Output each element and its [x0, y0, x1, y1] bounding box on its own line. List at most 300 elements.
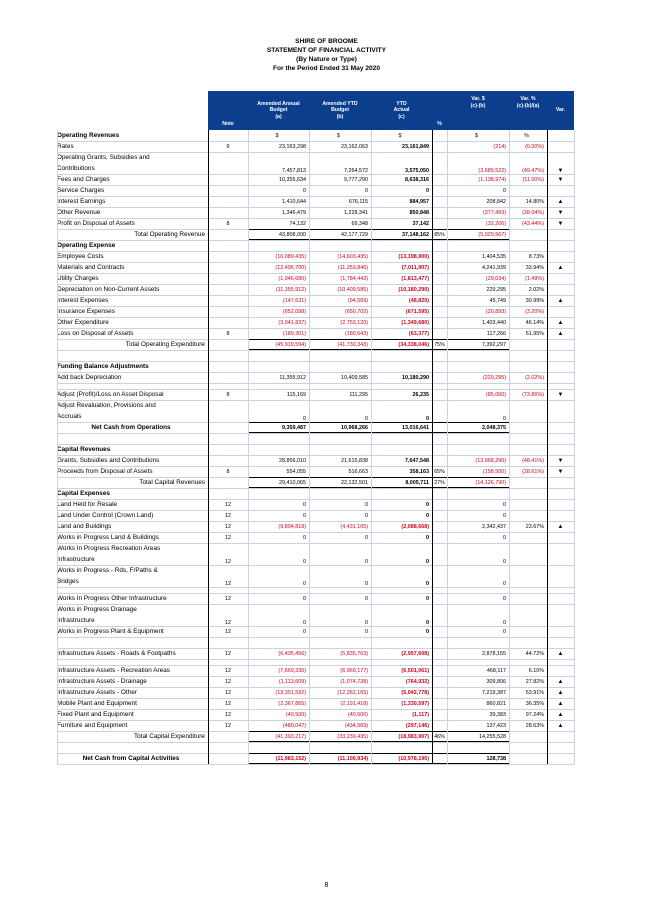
cell-v1: $ [475, 132, 478, 139]
row-label: Fees and Charges [57, 176, 110, 183]
cell-b2: 516,663 [348, 468, 368, 475]
cell-b2: (5,835,763) [340, 650, 368, 657]
cell-b3: (1,349,680) [401, 319, 429, 326]
cell-v1: 14,255,528 [447, 731, 509, 742]
row-label: Adjust (Profit)/Loss on Asset Disposal [57, 391, 164, 398]
cell-note: 8 [226, 468, 230, 475]
cell-b3: (671,595) [405, 308, 429, 315]
row-label: Employee Costs [57, 253, 104, 260]
cell-v2: 36.35% [525, 700, 544, 707]
table-row [0, 565, 653, 587]
up-arrow-icon: ▲ [557, 700, 564, 707]
cell-b2: (11,106,934) [309, 753, 371, 764]
up-arrow-icon: ▲ [557, 330, 564, 337]
cell-v1: 0 [503, 416, 506, 422]
table-row [0, 720, 653, 731]
cell-b2: (6,969,177) [340, 667, 368, 674]
total-row [0, 753, 653, 764]
row-divider [57, 764, 574, 765]
row-label-line2: Infrastructure [57, 556, 95, 563]
column-divider [371, 130, 372, 764]
cell-v2: 27.82% [525, 678, 544, 685]
cell-v1: 117,266 [486, 330, 506, 337]
row-label: Total Operating Revenue [134, 231, 205, 238]
cell-b2: (12,262,165) [337, 689, 368, 696]
cell-v1: (1,138,974) [478, 176, 506, 183]
table-row [0, 604, 653, 626]
cell-b3: (1,330,597) [401, 700, 429, 707]
cell-b2: (650,702) [344, 308, 368, 315]
up-arrow-icon: ▲ [557, 650, 564, 657]
cell-b1: 0 [303, 628, 306, 635]
cell-b3: (5,042,778) [401, 689, 429, 696]
cell-v1: (20,893) [485, 308, 506, 315]
cell-b3: (63,377) [408, 330, 429, 337]
cell-b2: 10,968,266 [309, 422, 371, 433]
cell-b2: (4,431,105) [340, 523, 368, 530]
cell-note: 12 [225, 512, 231, 519]
row-label: Interest Expenses [57, 297, 109, 304]
cell-v1: (158,500) [482, 468, 506, 475]
cell-b1: 554,055 [286, 468, 306, 475]
row-label: Grants, Subsidies and Contributions [57, 457, 160, 464]
row-label-line1: Adjust Revaluation, Provisions and [57, 402, 156, 409]
cell-pc: 75% [432, 339, 447, 350]
col-ytd-actual-l1: YTD [396, 100, 407, 107]
up-arrow-icon: ▲ [557, 319, 564, 326]
table-row [0, 543, 653, 565]
cell-v2: 44.72% [525, 650, 544, 657]
cell-note: 8 [226, 220, 230, 227]
page-number: 8 [324, 882, 329, 889]
cell-b1: (16,089,435) [275, 253, 306, 260]
section-heading-row [0, 444, 653, 455]
cell-note: 8 [226, 330, 230, 337]
cell-v2: (3.20%) [525, 308, 544, 315]
column-divider [547, 130, 548, 764]
cell-v1: (214) [493, 143, 506, 150]
cell-b2: 0 [365, 512, 368, 519]
row-label: Works In Progress Other Infrastructure [57, 595, 167, 602]
table-row [0, 626, 653, 637]
cell-v2: (28.61%) [522, 468, 544, 475]
cell-b1: 0 [303, 534, 306, 541]
cell-b2: (434,569) [344, 722, 368, 729]
cell-v2: 14.80% [525, 198, 544, 205]
cell-v2: 2.02% [528, 286, 544, 293]
table-row [0, 400, 653, 422]
cell-b2: (2,753,120) [340, 319, 368, 326]
cell-note: 9 [226, 143, 230, 150]
table-row [0, 262, 653, 273]
cell-v1: 860,821 [486, 700, 506, 707]
cell-b2: (11,253,846) [337, 264, 368, 271]
cell-pc: 65% [434, 468, 445, 475]
row-label-line1: Works in Progress - Rds, F/Paths & [57, 567, 158, 574]
cell-b2: 0 [365, 534, 368, 541]
total-row [0, 477, 653, 488]
cell-b3: 37,148,162 [371, 229, 432, 240]
cell-pc-empty [432, 753, 447, 764]
table-row [0, 317, 653, 328]
cell-b2: 9,777,290 [344, 176, 368, 183]
row-label: Service Charges [57, 187, 105, 194]
cell-v1: (3,689,522) [478, 168, 506, 174]
row-label: Add back Depreciation [57, 374, 122, 381]
col-pct-label: % [437, 120, 442, 127]
cell-b1: 23,163,298 [279, 143, 306, 150]
section-heading-row [0, 488, 653, 499]
table-row [0, 284, 653, 295]
cell-v2: (43.44%) [522, 220, 544, 227]
cell-b1: (2,367,865) [278, 700, 306, 707]
cell-b1: 0 [303, 620, 306, 626]
cell-b3: 358,163 [409, 468, 429, 475]
cell-b2: (14,603,435) [337, 253, 368, 260]
col-pct [432, 91, 447, 130]
cell-v1: 7,219,387 [482, 689, 506, 696]
cell-note: 12 [225, 711, 231, 718]
cell-v2: 30.99% [525, 297, 544, 304]
cell-b1: (7,669,330) [278, 667, 306, 674]
cell-b3: (34,338,046) [371, 339, 432, 350]
down-arrow-icon: ▼ [557, 209, 564, 216]
cell-b3: 7,647,548 [405, 457, 429, 464]
table-row [0, 593, 653, 604]
cell-pc: 27% [432, 477, 447, 488]
cell-note: 8 [226, 391, 230, 398]
cell-v1: 0 [503, 187, 506, 194]
table-row [0, 207, 653, 218]
cell-b3: 10,180,290 [402, 374, 429, 381]
statement-title: STATEMENT OF FINANCIAL ACTIVITY [266, 47, 387, 54]
cell-b3: 8,638,316 [405, 176, 429, 183]
cell-b1: (480,047) [282, 722, 306, 729]
cell-b3: $ [398, 132, 402, 139]
col-annual-budget-l3: (a) [275, 113, 282, 120]
cell-b3: 0 [426, 620, 429, 626]
cell-b3: (2,088,668) [401, 523, 429, 530]
cell-b1: 74,132 [289, 220, 306, 227]
up-arrow-icon: ▲ [557, 264, 564, 271]
cell-b3: 26,235 [412, 391, 429, 398]
cell-b2: (94,569) [347, 297, 368, 304]
spacer-row [0, 637, 653, 648]
row-label: Operating Expense [57, 242, 116, 249]
cell-v2: (2.02%) [525, 374, 544, 381]
cell-v1: 0 [503, 628, 506, 635]
cell-b2: 69,348 [351, 220, 368, 227]
row-label: Infrastructure Assets - Roads & Footpaths [57, 650, 176, 657]
col-ytd-actual-l3: (c) [398, 113, 405, 120]
col-var-pct-l1: Var. % [520, 96, 536, 102]
down-arrow-icon: ▼ [557, 457, 564, 464]
cell-v2: (73.86%) [522, 391, 544, 398]
col-var-dollar [447, 91, 509, 130]
cell-v2: 28.63% [525, 722, 544, 729]
column-divider [509, 130, 510, 764]
cell-v1: 309,806 [486, 678, 506, 685]
cell-v1: 4,241,939 [482, 264, 506, 271]
cell-b2: 0 [365, 501, 368, 508]
row-label: Fixed Plant and Equipment [57, 711, 134, 718]
statement-subtitle: (By Nature or Type) [296, 56, 357, 63]
cell-v1: (5,029,567) [447, 229, 509, 240]
cell-b2: (180,643) [344, 330, 368, 337]
cell-b2: (10,409,585) [337, 286, 368, 293]
cell-b1: (1,946,680) [278, 275, 306, 282]
cell-v1: 0 [503, 581, 506, 587]
cell-b3: (13,198,900) [398, 253, 429, 260]
cell-note: 12 [225, 559, 231, 565]
up-arrow-icon: ▲ [557, 297, 564, 304]
cell-b1: 29,410,065 [248, 477, 309, 488]
cell-b3: (2,957,608) [401, 650, 429, 657]
cell-note: 12 [225, 523, 231, 530]
row-label: Infrastructure Assets - Recreation Areas [57, 667, 170, 674]
cell-b3: 23,161,849 [402, 143, 429, 150]
cell-pc: 46% [432, 731, 447, 742]
cell-b3: 0 [426, 512, 429, 519]
cell-b2: (40,500) [347, 711, 368, 718]
cell-b2: 23,162,063 [341, 143, 368, 150]
cell-note: 12 [225, 667, 231, 674]
cell-v1: 2,048,375 [447, 422, 509, 433]
table-header [0, 91, 653, 130]
row-label: Works in Progress Land & Buildings [57, 534, 159, 541]
total-row [0, 731, 653, 742]
cell-v2: 23.67% [525, 523, 544, 530]
cell-b1: (3,041,837) [278, 319, 306, 326]
table-row [0, 521, 653, 532]
table-row [0, 328, 653, 339]
table-row [0, 499, 653, 510]
cell-v2: (28.04%) [522, 209, 544, 216]
col-ytd-budget-l3: (b) [336, 113, 344, 120]
cell-note: 12 [225, 628, 231, 635]
col-annual-budget [248, 91, 309, 130]
cell-v2: (1.49%) [525, 275, 544, 282]
row-label: Other Expenditure [57, 319, 109, 326]
cell-b2: 0 [365, 595, 368, 602]
cell-b3: (6,501,061) [401, 667, 429, 674]
row-label: Depreciation on Non-Current Assets [57, 286, 160, 293]
cell-note: 12 [225, 595, 231, 602]
cell-v2: % [524, 132, 529, 139]
table-row [0, 372, 653, 383]
row-label [57, 400, 207, 422]
cell-v1: 128,738 [447, 753, 509, 764]
cell-note: 12 [225, 650, 231, 657]
cell-v2: 97.24% [525, 711, 544, 718]
cell-note: 12 [225, 689, 231, 696]
row-label: Land Under Control (Crown Land) [57, 512, 154, 519]
cell-b3: (10,978,196) [371, 753, 432, 764]
cell-note: 12 [225, 722, 231, 729]
cell-b3: (18,983,907) [371, 731, 432, 742]
cell-b1: (41,393,217) [248, 731, 309, 742]
cell-pc: 85% [432, 229, 447, 240]
cell-b3: 13,016,641 [371, 422, 432, 433]
col-var-dollar-l1: Var. $ [471, 96, 485, 102]
total-row [0, 339, 653, 350]
cell-b1: 0 [303, 512, 306, 519]
table-row [0, 141, 653, 152]
table-row [0, 698, 653, 709]
cell-b2: (41,730,343) [309, 339, 371, 350]
col-note [208, 91, 248, 130]
cell-b3: (1,117) [412, 711, 429, 718]
table-row [0, 455, 653, 466]
cell-b3: 0 [426, 187, 429, 194]
cell-v1: 468,117 [486, 667, 506, 674]
cell-b2: 10,409,585 [341, 374, 368, 381]
cell-v2: 61.95% [525, 330, 544, 337]
cell-b3: (297,146) [405, 722, 429, 729]
cell-v2: (49.47%) [522, 168, 544, 174]
cell-b2: (1,784,443) [340, 275, 368, 282]
cell-b2: 0 [365, 628, 368, 635]
col-ytd-budget-l1: Amended YTD [322, 100, 358, 107]
cell-b3: (7,011,907) [401, 264, 429, 271]
cell-v1: (13,968,290) [475, 457, 506, 464]
spacer-row [0, 742, 653, 753]
cell-v1: 2,878,155 [482, 650, 506, 657]
total-row [0, 229, 653, 240]
cell-b2: (1,074,738) [340, 678, 368, 685]
section-heading-row [0, 240, 653, 251]
cell-b2: 0 [365, 581, 368, 587]
cell-b2: 0 [365, 620, 368, 626]
up-arrow-icon: ▲ [557, 722, 564, 729]
row-label: Loss on Disposal of Assets [57, 330, 134, 337]
row-label: Capital Revenues [57, 446, 111, 453]
row-label-line2: Contributions [57, 165, 95, 172]
cell-b1: (13,391,592) [275, 689, 306, 696]
cell-v1: (14,126,790) [447, 477, 509, 488]
cell-b1: (11,983,152) [248, 753, 309, 764]
cell-b1: 1,410,644 [282, 198, 306, 205]
col-annual-budget-l2: Budget [269, 107, 288, 114]
up-arrow-icon: ▲ [557, 711, 564, 718]
up-arrow-icon: ▲ [557, 678, 564, 685]
row-label: Land and Buildings [57, 523, 112, 530]
column-divider [432, 130, 433, 764]
down-arrow-icon: ▼ [557, 220, 564, 227]
table-row [0, 152, 653, 174]
cell-b2: (2,191,418) [340, 700, 368, 707]
cell-b3: 0 [426, 628, 429, 635]
up-arrow-icon: ▲ [557, 689, 564, 696]
table-row [0, 306, 653, 317]
cell-v1: (229,295) [482, 374, 506, 381]
down-arrow-icon: ▼ [557, 176, 564, 183]
cell-b1: $ [275, 132, 279, 139]
cell-b2: 0 [365, 416, 368, 422]
cell-b3: (764,932) [405, 678, 429, 685]
col-var [547, 91, 574, 130]
cell-b2: 0 [365, 187, 368, 194]
row-label [57, 604, 207, 626]
col-var-pct-l2: (c)-(b)/(a) [516, 102, 540, 109]
cell-pc-empty [432, 422, 447, 433]
table-row [0, 174, 653, 185]
section-heading-row [0, 361, 653, 372]
col-ytd-actual-l2: Actual [393, 107, 410, 114]
row-label: Profit on Disposal of Assets [57, 220, 135, 227]
row-label: Operating Revenues [57, 132, 120, 139]
cell-b3: 0 [426, 534, 429, 541]
cell-v2: 33.94% [525, 264, 544, 271]
row-label: Interest Earnings [57, 198, 106, 205]
cell-b1: 1,346,479 [282, 209, 306, 216]
row-label: Mobile Plant and Equipment [57, 700, 137, 707]
cell-v1: 45,749 [489, 297, 506, 304]
cell-v1: 2,342,437 [482, 523, 506, 530]
cell-v1: 0 [503, 559, 506, 565]
cell-v1: 7,392,297 [447, 339, 509, 350]
cell-b1: 10,355,634 [279, 176, 306, 183]
cell-v1: 1,404,535 [482, 253, 506, 260]
cell-b3: 3,575,050 [405, 168, 429, 174]
cell-b3: (10,180,290) [398, 286, 429, 293]
cell-b3: 8,005,711 [371, 477, 432, 488]
cell-b3: 0 [426, 416, 429, 422]
cell-b1: (11,355,912) [275, 286, 306, 293]
row-label: Materials and Contracts [57, 264, 125, 271]
cell-v2: 46.14% [525, 319, 544, 326]
row-label: Total Capital Revenues [139, 479, 205, 486]
cell-b3: (1,813,477) [401, 275, 429, 282]
cell-v1: (85,060) [485, 391, 506, 398]
column-divider [574, 130, 575, 764]
table-row [0, 532, 653, 543]
cell-b2: 0 [365, 559, 368, 565]
cell-note: 12 [225, 534, 231, 541]
row-label-line2: Bridges [57, 578, 79, 585]
cell-b1: 0 [303, 501, 306, 508]
cell-v2: (11.00%) [522, 176, 544, 183]
row-label: Utility Charges [57, 275, 99, 282]
cell-v2: (0.00%) [525, 143, 544, 150]
table-row [0, 676, 653, 687]
row-label [57, 543, 207, 565]
cell-b1: (189,301) [282, 330, 306, 337]
table-row [0, 218, 653, 229]
table-row [0, 466, 653, 477]
statement-period: For the Period Ended 31 May 2020 [272, 65, 380, 72]
down-arrow-icon: ▼ [557, 168, 564, 174]
row-label: Furniture and Equipment [57, 722, 128, 729]
cell-b1: 9,359,487 [248, 422, 309, 433]
cell-b2: 111,295 [349, 391, 368, 398]
cell-b1: (9,894,818) [278, 523, 306, 530]
row-label: Infrastructure Assets - Drainage [57, 678, 147, 685]
row-label: Works in Progress Plant & Equipment [57, 628, 164, 635]
cell-v1: 208,842 [486, 198, 506, 205]
cell-v1: 0 [503, 512, 506, 519]
cell-b3: 37,142 [412, 220, 429, 227]
col-var-pct [509, 91, 547, 130]
row-label-line2: Infrastructure [57, 617, 95, 624]
cell-b1: 28,856,010 [279, 457, 306, 464]
row-label-line1: Works In Progress Recreation Areas [57, 545, 161, 552]
row-label: Capital Expenses [57, 490, 110, 497]
row-label [57, 152, 207, 174]
cell-v1: 1,403,440 [482, 319, 506, 326]
cell-b1: 0 [303, 581, 306, 587]
cell-note: 12 [225, 501, 231, 508]
